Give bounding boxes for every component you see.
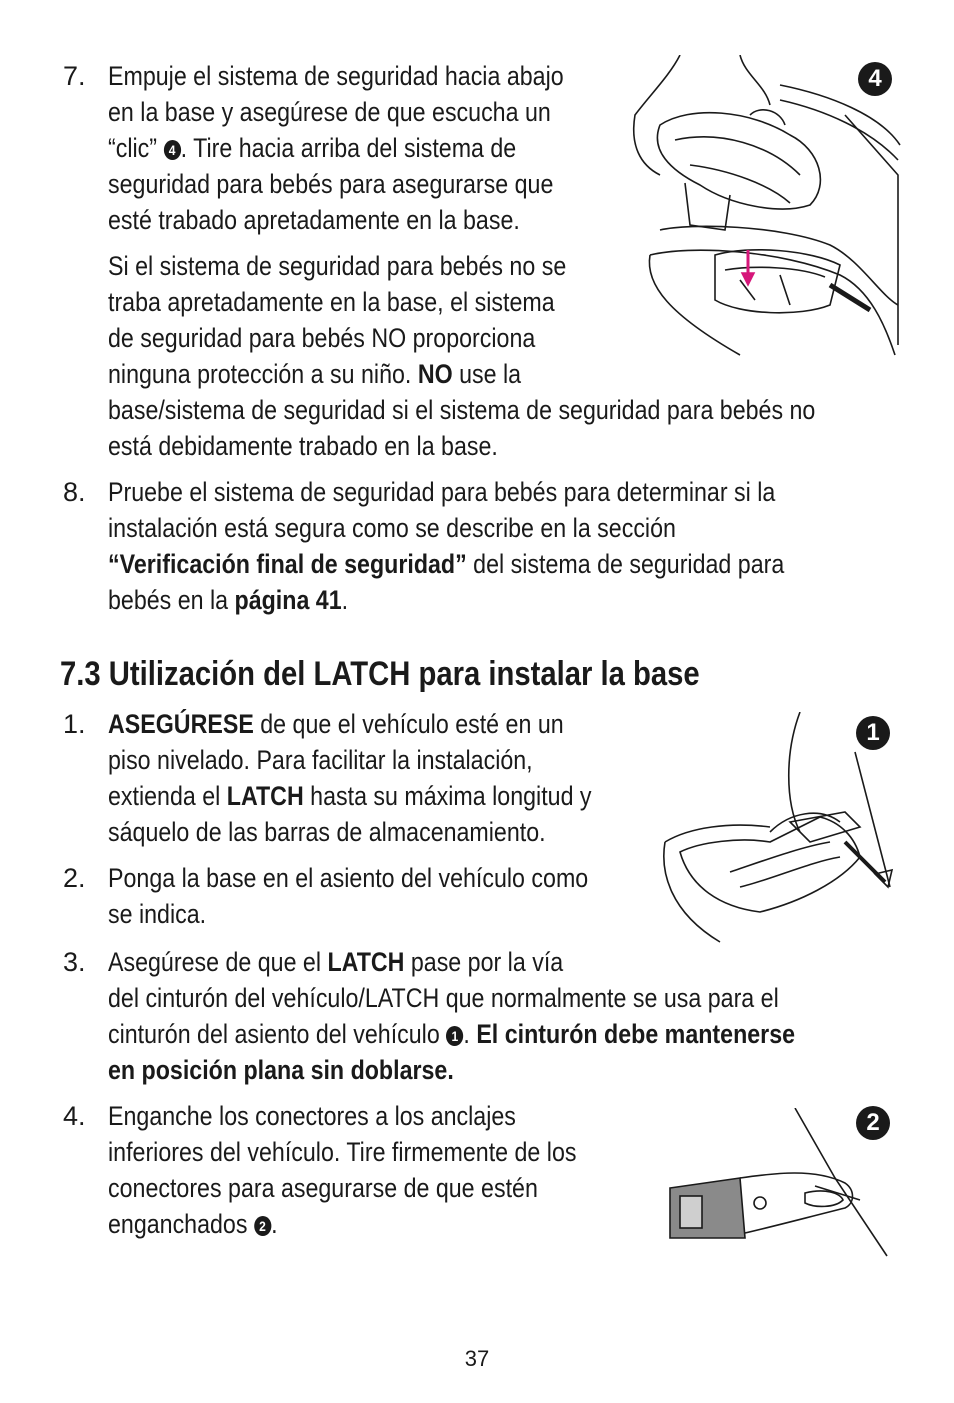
step-8-line: bebés en la página 41. bbox=[108, 585, 349, 615]
item-1-line: sáquelo de las barras de almacenamiento. bbox=[108, 817, 546, 847]
warning-line: de seguridad para bebés NO proporciona bbox=[108, 323, 536, 353]
item-2-number: 2. bbox=[63, 863, 86, 893]
step-8-line: “Verificación final de seguridad” del sistema de seguridad para bbox=[108, 549, 785, 579]
item-2-text bbox=[108, 860, 666, 932]
step-7-line: “clic” 4 . Tire hacia arriba del sistema de bbox=[108, 133, 517, 163]
warning-line: base/sistema de seguridad si el sistema de seguridad para bebés no bbox=[108, 395, 816, 425]
item-4-line: enganchados 2 . bbox=[108, 1209, 278, 1239]
warning-line: está debidamente trabado en la base. bbox=[108, 431, 498, 461]
item-2-line: Ponga la base en el asiento del vehículo como bbox=[108, 863, 589, 893]
item-2-line: se indica. bbox=[108, 899, 207, 929]
item-3-text bbox=[108, 944, 907, 1088]
figure-2-ref-icon: 2 bbox=[254, 1216, 271, 1236]
item-1-text bbox=[108, 706, 670, 850]
section-heading: 7.3 Utilización del LATCH para instalar la base bbox=[60, 655, 700, 693]
item-4-number: 4. bbox=[63, 1101, 86, 1131]
figure-1-ref-icon: 1 bbox=[446, 1026, 463, 1046]
item-1-number: 1. bbox=[63, 709, 86, 739]
item-1-line: ASEGÚRESE de que el vehículo esté en un bbox=[108, 709, 564, 739]
warning-line: ninguna protección a su niño. NO use la bbox=[108, 359, 522, 389]
step-7-number: 7. bbox=[63, 61, 86, 91]
warning-line: traba apretadamente en la base, el sistema bbox=[108, 287, 555, 317]
item-4-line: Enganche los conectores a los anclajes bbox=[108, 1101, 516, 1131]
item-3-line: del cinturón del vehículo/LATCH que normalmente se usa para el bbox=[108, 983, 779, 1013]
step-7-line: esté trabado apretadamente en la base. bbox=[108, 205, 520, 235]
car-seat-into-base-illustration bbox=[630, 55, 902, 367]
item-4-text bbox=[108, 1098, 653, 1242]
item-3-line: en posición plana sin doblarse. bbox=[108, 1055, 454, 1085]
step-7-line: Empuje el sistema de seguridad hacia abajo bbox=[108, 61, 564, 91]
item-3-line: cinturón del asiento del vehículo 1 . El cinturón debe mantenerse bbox=[108, 1019, 796, 1049]
item-4-line: conectores para asegurarse de que estén bbox=[108, 1173, 538, 1203]
warning-line: Si el sistema de seguridad para bebés no se bbox=[108, 251, 567, 281]
step-8-number: 8. bbox=[63, 477, 86, 507]
figure-4-ref-icon: 4 bbox=[163, 140, 180, 160]
step-7-text bbox=[108, 58, 638, 238]
step-7-line: en la base y asegúrese de que escucha un bbox=[108, 97, 551, 127]
step-8-text bbox=[108, 474, 894, 618]
figure-1-badge: 1 bbox=[856, 716, 890, 750]
step-8-line: instalación está segura como se describe en la sección bbox=[108, 513, 676, 543]
item-1-line: piso nivelado. Para facilitar la instalación, bbox=[108, 745, 533, 775]
step-7-line: seguridad para bebés para asegurarse que bbox=[108, 169, 554, 199]
figure-2-badge: 2 bbox=[856, 1106, 890, 1140]
item-1-line: extienda el LATCH hasta su máxima longitud y bbox=[108, 781, 592, 811]
latch-connector-illustration bbox=[665, 1108, 890, 1258]
item-4-line: inferiores del vehículo. Tire firmemente de los bbox=[108, 1137, 577, 1167]
figure-4-badge: 4 bbox=[858, 62, 892, 96]
base-on-vehicle-seat-illustration bbox=[660, 712, 895, 944]
step-8-line: Pruebe el sistema de seguridad para bebés para determinar si la bbox=[108, 477, 776, 507]
item-3-line: Asegúrese de que el LATCH pase por la vía bbox=[108, 947, 564, 977]
page-number: 37 bbox=[464, 1346, 490, 1371]
item-3-number: 3. bbox=[63, 947, 86, 977]
